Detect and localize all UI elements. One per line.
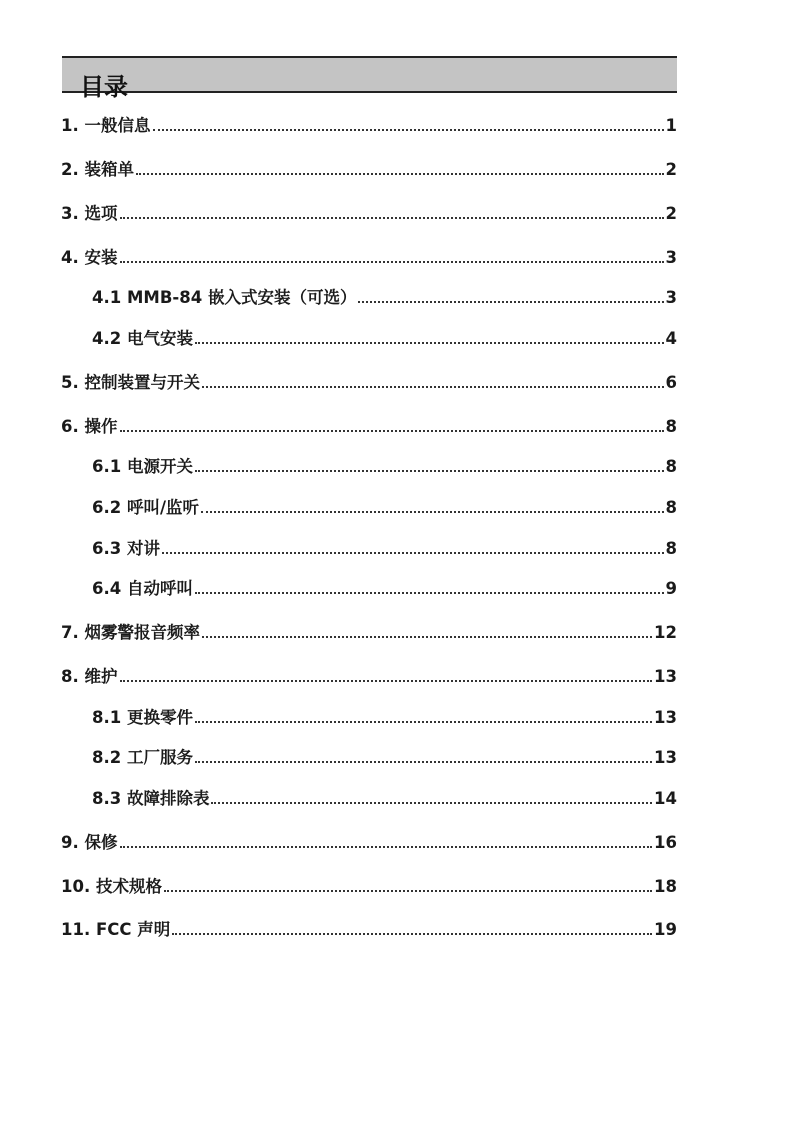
toc-entry[interactable] (61, 202, 677, 226)
toc-leader-dots (136, 173, 664, 175)
toc-leader-dots (120, 261, 664, 263)
toc-entry-page: 18 (654, 877, 677, 896)
toc-entry-label: 11. FCC 声明 (61, 920, 171, 939)
toc-entry-page: 13 (654, 708, 677, 727)
toc-leader-dots (211, 802, 652, 804)
toc-leader-dots (195, 592, 664, 594)
toc-entry-label: 8.2 工厂服务 (92, 748, 193, 767)
toc-entry[interactable] (61, 665, 677, 689)
toc-entry-page: 13 (654, 748, 677, 767)
toc-entry-page: 4 (665, 329, 677, 348)
toc-entry[interactable] (92, 706, 677, 730)
toc-entry-page: 16 (654, 833, 677, 852)
toc-leader-dots (195, 761, 652, 763)
toc-entry[interactable] (61, 371, 677, 395)
toc-leader-dots (153, 129, 664, 131)
toc-entry-label: 10. 技术规格 (61, 877, 162, 896)
toc-entry[interactable] (61, 114, 677, 138)
toc-leader-dots (120, 846, 653, 848)
toc-entry-page: 19 (654, 920, 677, 939)
toc-entry[interactable] (61, 246, 677, 270)
toc-leader-dots (162, 552, 664, 554)
toc-leader-dots (195, 470, 664, 472)
toc-entry[interactable] (61, 875, 677, 899)
toc-leader-dots (201, 511, 664, 513)
toc-entry-label: 8. 维护 (61, 667, 118, 686)
toc-entry-page: 8 (665, 457, 677, 476)
toc-entry[interactable] (61, 415, 677, 439)
toc-entry-page: 14 (654, 789, 677, 808)
toc-entry-page: 8 (665, 539, 677, 558)
toc-leader-dots (195, 721, 652, 723)
toc-entry[interactable] (92, 455, 677, 479)
toc-leader-dots (358, 301, 663, 303)
toc-leader-dots (164, 890, 652, 892)
toc-entry-page: 6 (665, 373, 677, 392)
toc-entry-label: 3. 选项 (61, 204, 118, 223)
toc-entry-label: 4.2 电气安装 (92, 329, 193, 348)
toc-entry[interactable] (92, 746, 677, 770)
toc-leader-dots (195, 342, 664, 344)
toc-entry-page: 3 (665, 248, 677, 267)
toc-entry-label: 6.1 电源开关 (92, 457, 193, 476)
toc-entry[interactable] (61, 918, 677, 942)
toc-header-bar (62, 56, 677, 93)
toc-title: 目录 (80, 73, 128, 101)
toc-entry-label: 8.3 故障排除表 (92, 789, 210, 808)
toc-entry-page: 9 (665, 579, 677, 598)
toc-entry-label: 8.1 更换零件 (92, 708, 193, 727)
toc-leader-dots (202, 386, 664, 388)
toc-entry-page: 8 (665, 417, 677, 436)
toc-entry[interactable] (61, 621, 677, 645)
toc-entry-label: 6. 操作 (61, 417, 118, 436)
toc-entry[interactable] (61, 158, 677, 182)
toc-entry-label: 9. 保修 (61, 833, 118, 852)
toc-entry-label: 4.1 MMB-84 嵌入式安装（可选） (92, 288, 357, 307)
toc-entry[interactable] (61, 831, 677, 855)
toc-entry-page: 12 (654, 623, 677, 642)
toc-entry-page: 8 (665, 498, 677, 517)
toc-entry-label: 6.3 对讲 (92, 539, 160, 558)
toc-entry[interactable] (92, 787, 677, 811)
toc-entry-page: 2 (665, 160, 677, 179)
toc-leader-dots (202, 636, 652, 638)
toc-entry[interactable] (92, 327, 677, 351)
toc-entry[interactable] (92, 286, 677, 310)
toc-leader-dots (120, 217, 664, 219)
toc-entry-label: 6.4 自动呼叫 (92, 579, 193, 598)
toc-entry-page: 13 (654, 667, 677, 686)
toc-entry[interactable] (92, 496, 677, 520)
toc-entry-page: 3 (665, 288, 677, 307)
toc-entry-page: 1 (665, 116, 677, 135)
toc-leader-dots (172, 933, 652, 935)
toc-entry[interactable] (92, 537, 677, 561)
toc-entry-label: 1. 一般信息 (61, 116, 151, 135)
toc-entry-label: 6.2 呼叫/监听 (92, 498, 200, 517)
toc-entry-label: 7. 烟雾警报音频率 (61, 623, 200, 642)
toc-entry-label: 5. 控制装置与开关 (61, 373, 200, 392)
toc-leader-dots (120, 680, 653, 682)
toc-entry-page: 2 (665, 204, 677, 223)
toc-entry-label: 2. 装箱单 (61, 160, 134, 179)
toc-entry[interactable] (92, 577, 677, 601)
toc-entry-label: 4. 安装 (61, 248, 118, 267)
toc-leader-dots (120, 430, 664, 432)
